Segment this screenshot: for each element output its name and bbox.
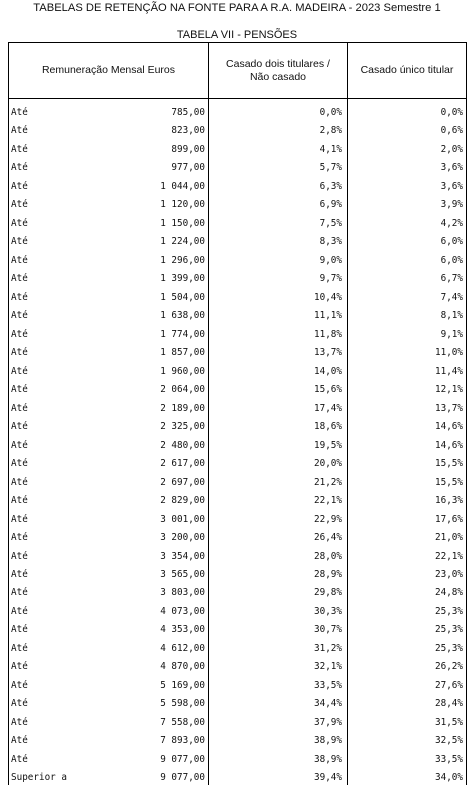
header-remuneracao: Remuneração Mensal Euros [8,42,208,99]
row-rate-casado-dois: 13,7% [314,347,342,359]
row-label: Até [11,661,28,673]
row-label: Até [11,217,28,229]
row-rate-casado-dois: 2,8% [319,125,342,137]
row-label: Até [11,532,28,544]
table-row [0,234,474,249]
row-label: Até [11,642,28,654]
table-row [0,271,474,286]
row-amount: 823,00 [171,125,205,137]
row-rate-casado-dois: 28,0% [314,550,342,562]
table-row [0,512,474,527]
table-row [0,216,474,231]
row-rate-casado-dois: 15,6% [314,384,342,396]
row-label: Até [11,291,28,303]
row-rate-casado-dois: 28,9% [314,569,342,580]
row-rate-casado-unico: 34,0% [435,772,463,784]
row-rate-casado-unico: 14,6% [435,439,463,451]
table-row [0,659,474,674]
table-row [0,382,474,397]
row-amount: 1 960,00 [160,365,205,377]
row-rate-casado-unico: 6,0% [440,254,463,266]
row-rate-casado-unico: 6,0% [440,236,463,248]
row-rate-casado-unico: 33,5% [435,753,463,765]
row-rate-casado-dois: 11,1% [314,310,342,322]
row-rate-casado-dois: 8,3% [319,236,342,248]
row-amount: 2 189,00 [160,402,205,414]
row-label: Até [11,328,28,340]
row-label: Até [11,587,28,599]
row-rate-casado-dois: 26,4% [314,532,342,544]
row-rate-casado-unico: 23,0% [435,569,463,580]
row-rate-casado-dois: 10,4% [314,291,342,303]
table-row [0,567,474,582]
table-row [0,345,474,360]
row-amount: 1 857,00 [160,347,205,359]
row-rate-casado-unico: 25,3% [435,642,463,654]
row-label: Até [11,439,28,451]
row-amount: 4 870,00 [160,661,205,673]
row-label: Até [11,421,28,433]
row-amount: 2 829,00 [160,495,205,507]
row-rate-casado-dois: 38,9% [314,735,342,747]
table-row [0,142,474,157]
row-rate-casado-unico: 24,8% [435,587,463,599]
row-rate-casado-unico: 0,6% [440,125,463,137]
row-amount: 4 073,00 [160,605,205,617]
row-label: Até [11,458,28,470]
table-row [0,105,474,120]
row-rate-casado-dois: 9,7% [319,273,342,285]
table-row [0,585,474,600]
row-amount: 1 504,00 [160,291,205,303]
row-amount: 1 120,00 [160,199,205,211]
table-row [0,253,474,268]
table-row [0,733,474,748]
table-row [0,160,474,175]
table-row [0,456,474,471]
row-rate-casado-unico: 22,1% [435,550,463,562]
row-amount: 1 638,00 [160,310,205,322]
row-label: Até [11,402,28,414]
row-amount: 5 169,00 [160,679,205,691]
row-amount: 2 064,00 [160,384,205,396]
table-row [0,475,474,490]
row-amount: 1 774,00 [160,328,205,340]
row-rate-casado-dois: 5,7% [319,162,342,174]
row-rate-casado-unico: 17,6% [435,513,463,525]
row-label: Até [11,605,28,617]
row-amount: 3 803,00 [160,587,205,599]
table-row [0,715,474,730]
row-amount: 2 697,00 [160,476,205,488]
row-amount: 2 480,00 [160,439,205,451]
row-label: Até [11,236,28,248]
row-amount: 1 296,00 [160,254,205,266]
row-label: Até [11,753,28,765]
row-rate-casado-unico: 26,2% [435,661,463,673]
table-row [0,622,474,637]
row-rate-casado-unico: 31,5% [435,716,463,728]
row-rate-casado-dois: 29,8% [314,587,342,599]
table-row [0,604,474,619]
row-rate-casado-unico: 15,5% [435,458,463,470]
row-rate-casado-dois: 30,3% [314,605,342,617]
document-title: TABELAS DE RETENÇÃO NA FONTE PARA A R.A. MADEIRA - 2023 Semestre 1 [33,2,441,14]
row-label: Até [11,569,28,580]
table-row [0,641,474,656]
row-label: Até [11,735,28,747]
row-rate-casado-unico: 13,7% [435,402,463,414]
row-amount: 977,00 [171,162,205,174]
row-rate-casado-dois: 37,9% [314,716,342,728]
row-rate-casado-unico: 3,6% [440,180,463,192]
row-rate-casado-dois: 6,3% [319,180,342,192]
row-rate-casado-dois: 9,0% [319,254,342,266]
header-casado-unico-titular: Casado único titular [347,42,467,99]
row-label: Até [11,107,28,118]
row-rate-casado-dois: 14,0% [314,365,342,377]
row-label: Até [11,310,28,322]
table-row [0,752,474,767]
table-row [0,308,474,323]
row-label: Até [11,347,28,359]
header-casado-dois-titulares: Casado dois titulares / Não casado [208,42,347,99]
row-rate-casado-unico: 14,6% [435,421,463,433]
row-rate-casado-unico: 7,4% [440,291,463,303]
row-rate-casado-unico: 32,5% [435,735,463,747]
row-rate-casado-dois: 11,8% [314,328,342,340]
row-label: Até [11,273,28,285]
row-amount: 5 598,00 [160,698,205,710]
row-rate-casado-dois: 33,5% [314,679,342,691]
row-rate-casado-dois: 4,1% [319,143,342,155]
row-label: Até [11,254,28,266]
row-amount: 785,00 [171,107,205,118]
table-row [0,438,474,453]
row-rate-casado-unico: 6,7% [440,273,463,285]
row-label: Até [11,180,28,192]
row-rate-casado-unico: 4,2% [440,217,463,229]
table-row [0,197,474,212]
row-rate-casado-dois: 21,2% [314,476,342,488]
table-row [0,290,474,305]
row-amount: 9 077,00 [160,772,205,784]
table-row [0,678,474,693]
row-rate-casado-unico: 2,0% [440,143,463,155]
row-amount: 1 150,00 [160,217,205,229]
row-rate-casado-unico: 11,4% [435,365,463,377]
row-label: Até [11,476,28,488]
row-amount: 4 612,00 [160,642,205,654]
row-amount: 4 353,00 [160,624,205,636]
row-rate-casado-dois: 34,4% [314,698,342,710]
row-amount: 2 325,00 [160,421,205,433]
row-amount: 3 200,00 [160,532,205,544]
row-rate-casado-unico: 0,0% [440,107,463,118]
row-label: Até [11,679,28,691]
row-rate-casado-unico: 11,0% [435,347,463,359]
row-rate-casado-unico: 12,1% [435,384,463,396]
row-label: Até [11,365,28,377]
row-rate-casado-dois: 6,9% [319,199,342,211]
table-row [0,493,474,508]
table-row [0,327,474,342]
row-rate-casado-unico: 8,1% [440,310,463,322]
table-row [0,123,474,138]
table-row [0,770,474,785]
row-rate-casado-unico: 3,9% [440,199,463,211]
row-rate-casado-unico: 15,5% [435,476,463,488]
row-rate-casado-dois: 17,4% [314,402,342,414]
row-rate-casado-unico: 9,1% [440,328,463,340]
row-label: Até [11,495,28,507]
row-rate-casado-unico: 25,3% [435,624,463,636]
table-row [0,696,474,711]
row-rate-casado-dois: 22,1% [314,495,342,507]
row-rate-casado-dois: 31,2% [314,642,342,654]
row-rate-casado-unico: 3,6% [440,162,463,174]
row-label: Até [11,513,28,525]
row-amount: 1 399,00 [160,273,205,285]
row-amount: 2 617,00 [160,458,205,470]
row-rate-casado-dois: 30,7% [314,624,342,636]
row-rate-casado-unico: 28,4% [435,698,463,710]
row-rate-casado-dois: 39,4% [314,772,342,784]
row-rate-casado-unico: 25,3% [435,605,463,617]
row-label: Até [11,162,28,174]
row-rate-casado-unico: 21,0% [435,532,463,544]
row-rate-casado-unico: 16,3% [435,495,463,507]
table-row [0,179,474,194]
row-amount: 3 001,00 [160,513,205,525]
row-rate-casado-dois: 38,9% [314,753,342,765]
row-label: Até [11,624,28,636]
table-row [0,419,474,434]
row-rate-casado-dois: 22,9% [314,513,342,525]
table-row [0,549,474,564]
row-label: Até [11,550,28,562]
table-row [0,401,474,416]
table-subtitle: TABELA VII - PENSÕES [176,29,298,41]
row-label: Até [11,716,28,728]
row-label: Até [11,384,28,396]
row-amount: 7 893,00 [160,735,205,747]
row-rate-casado-dois: 18,6% [314,421,342,433]
row-amount: 1 044,00 [160,180,205,192]
row-label: Até [11,143,28,155]
row-label: Superior a [11,772,67,784]
row-amount: 1 224,00 [160,236,205,248]
row-amount: 899,00 [171,143,205,155]
row-amount: 3 565,00 [160,569,205,580]
row-rate-casado-unico: 27,6% [435,679,463,691]
row-label: Até [11,698,28,710]
table-row [0,530,474,545]
row-rate-casado-dois: 7,5% [319,217,342,229]
row-label: Até [11,125,28,137]
row-label: Até [11,199,28,211]
row-rate-casado-dois: 19,5% [314,439,342,451]
row-amount: 3 354,00 [160,550,205,562]
row-rate-casado-dois: 0,0% [319,107,342,118]
row-rate-casado-dois: 20,0% [314,458,342,470]
row-amount: 9 077,00 [160,753,205,765]
row-amount: 7 558,00 [160,716,205,728]
table-row [0,364,474,379]
row-rate-casado-dois: 32,1% [314,661,342,673]
